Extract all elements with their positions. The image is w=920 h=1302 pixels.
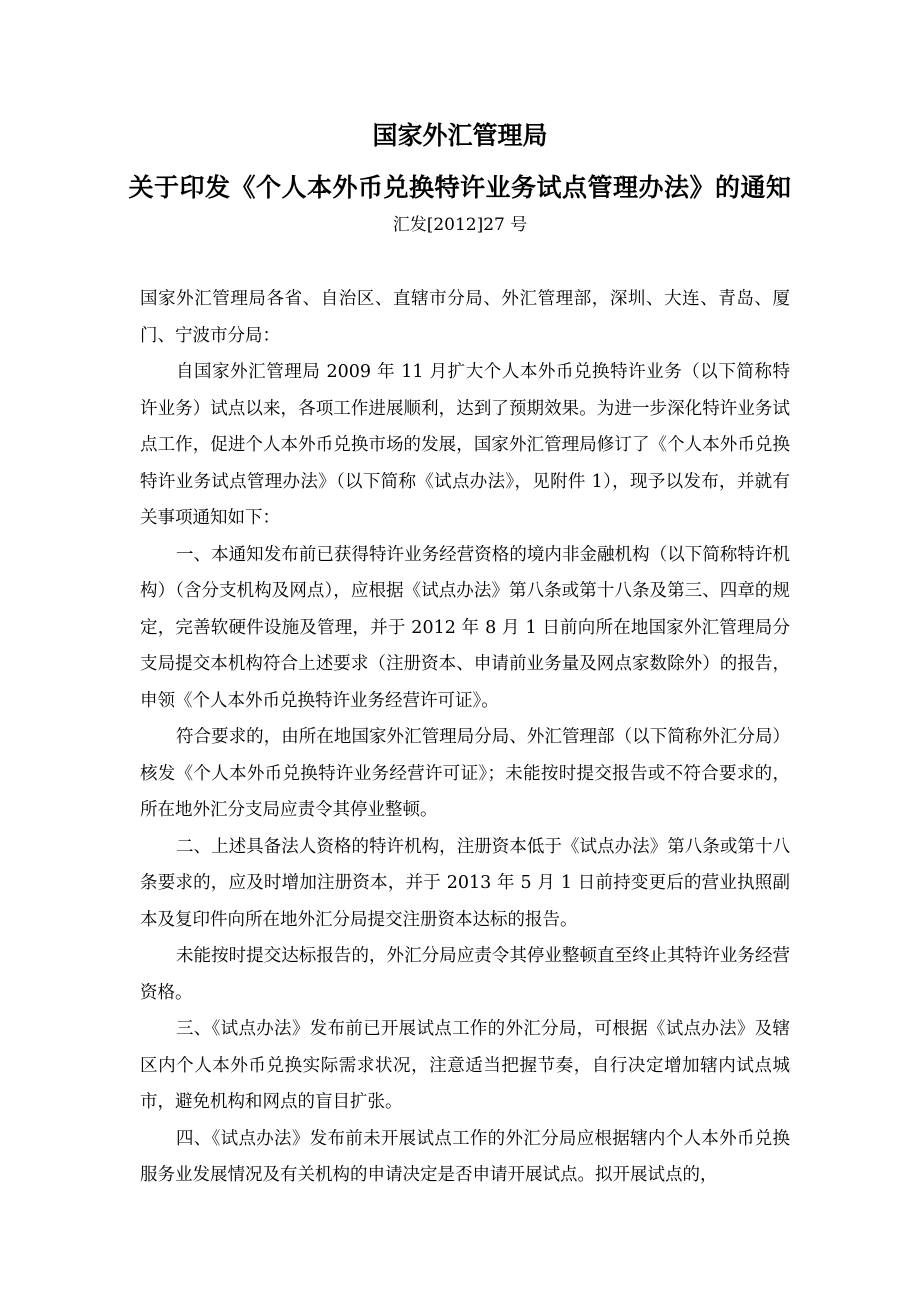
paragraph-item-1: 一、本通知发布前已获得特许业务经营资格的境内非金融机构（以下简称特许机构）（含分支机构及网点），应根据《试点办法》第八条或第十八条及第三、四章的规定，完善软硬件设施及管理，并于 2012 年 8 月 1 日前向所在地国家外汇管理局分支局提交本机构符合上述要求（注册资本、申请前业务量及网点家数除外）的报告，申领《个人本外币兑换特许业务经营许可证》。	[140, 544, 790, 711]
document-body	[140, 281, 790, 1194]
paragraph-item-3: 三、《试点办法》发布前已开展试点工作的外汇分局，可根据《试点办法》及辖区内个人本外币兑换实际需求状况，注意适当把握节奏，自行决定增加辖内试点城市，避免机构和网点的盲目扩张。	[140, 1019, 790, 1112]
paragraph-item-4: 四、《试点办法》发布前未开展试点工作的外汇分局应根据辖内个人本外币兑换服务业发展情况及有关机构的申请决定是否申请开展试点。拟开展试点的，	[140, 1128, 790, 1185]
paragraph-item-1-continued: 符合要求的，由所在地国家外汇管理局分局、外汇管理部（以下简称外汇分局）核发《个人本外币兑换特许业务经营许可证》；未能按时提交报告或不符合要求的，所在地外汇分支局应责令其停业整顿。	[140, 727, 790, 820]
addressee: 国家外汇管理局各省、自治区、直辖市分局、外汇管理部，深圳、大连、青岛、厦门、宁波市分局：	[140, 289, 790, 346]
paragraph-intro: 自国家外汇管理局 2009 年 11 月扩大个人本外币兑换特许业务（以下简称特许业务）试点以来，各项工作进展顺利，达到了预期效果。为进一步深化特许业务试点工作，促进个人本外币兑换市场的发展，国家外汇管理局修订了《个人本外币兑换特许业务试点管理办法》（以下简称《试点办法》，见附件 1），现予以发布，并就有关事项通知如下：	[140, 362, 790, 528]
paragraph-item-2: 二、上述具备法人资格的特许机构，注册资本低于《试点办法》第八条或第十八条要求的，应及时增加注册资本，并于 2013 年 5 月 1 日前持变更后的营业执照副本及复印件向所在地外汇分局提交注册资本达标的报告。	[140, 836, 790, 930]
document-title: 关于印发《个人本外币兑换特许业务试点管理办法》的通知	[128, 173, 792, 202]
document-number: 汇发[2012]27 号	[392, 215, 528, 235]
paragraph-item-2-continued: 未能按时提交达标报告的，外汇分局应责令其停业整顿直至终止其特许业务经营资格。	[140, 946, 790, 1003]
document-title-issuer: 国家外汇管理局	[372, 121, 548, 150]
